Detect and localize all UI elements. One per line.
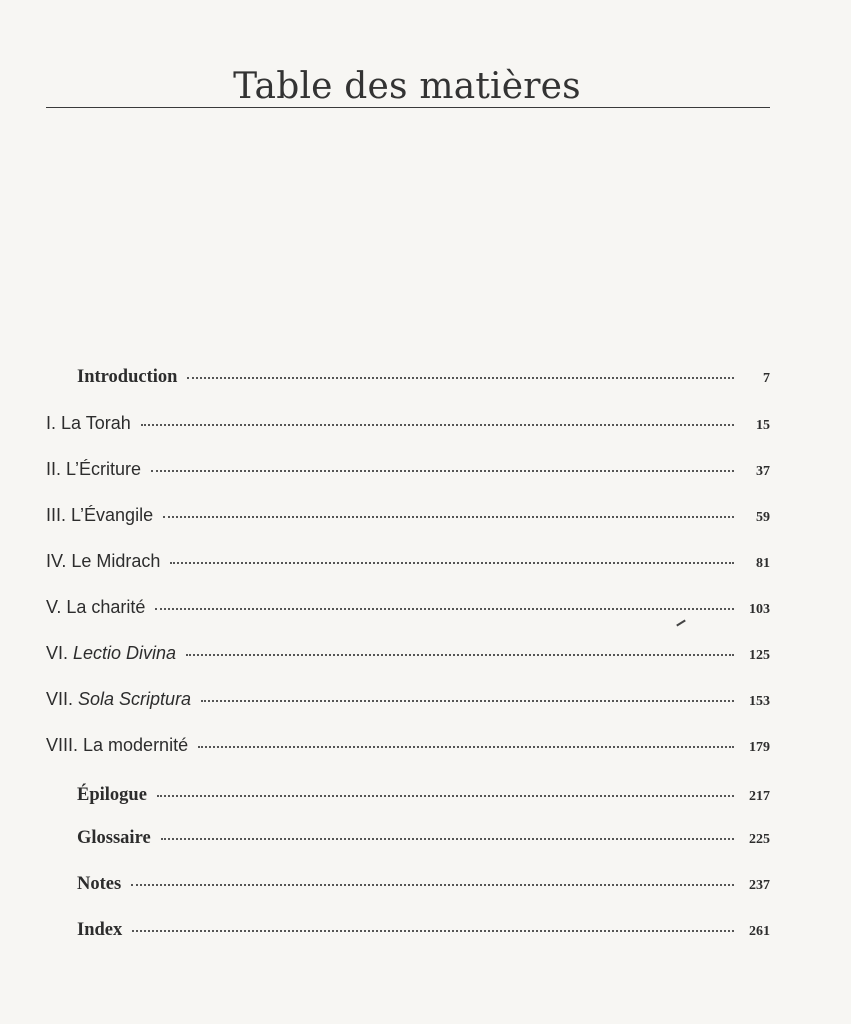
toc-page-number: 225 [749,832,770,847]
toc-entry-index[interactable] [77,920,770,950]
dot-leader [170,562,734,564]
toc-entry-introduction[interactable] [77,367,770,397]
dot-leader [186,654,734,656]
chapter-title: L’Évangile [71,505,154,525]
chapter-title: La modernité [83,735,189,755]
toc-entry-chapter-8[interactable] [46,735,770,765]
dot-leader [141,424,734,426]
toc-entry-label: Glossaire [77,828,151,848]
chapter-number: IV. [46,551,72,571]
toc-page-number: 103 [749,602,770,617]
toc-entry-label [46,551,160,572]
toc-entry-label: Introduction [77,367,178,387]
chapter-title: La charité [66,597,146,617]
chapter-title: Le Midrach [71,551,161,571]
toc-entry-chapter-4[interactable] [46,551,770,581]
toc-entry-glossaire[interactable] [77,828,770,858]
chapter-number: VI. [46,643,74,663]
dot-leader [132,930,734,932]
chapter-number: I. [46,413,62,433]
dot-leader [161,838,734,840]
toc-page-number: 37 [756,464,770,479]
toc-entry-label [46,597,145,618]
toc-entry-label: Notes [77,874,122,894]
toc-page-number: 81 [756,556,770,571]
dot-leader [155,608,734,610]
toc-entry-label [46,413,131,434]
toc-entry-label [46,505,153,526]
toc-entry-chapter-7[interactable] [46,689,770,719]
page-title: Table des matières [233,66,581,108]
toc-page-number: 7 [763,371,770,386]
chapter-number: VII. [46,689,79,709]
toc-entry-label [46,735,188,756]
toc-entry-chapter-6[interactable] [46,643,770,673]
toc-entry-chapter-1[interactable] [46,413,770,443]
toc-page-number: 179 [749,740,770,755]
chapter-title: Sola Scriptura [78,689,192,709]
dot-leader [157,795,734,797]
chapter-number: III. [46,505,72,525]
toc-entry-label [46,459,141,480]
chapter-title: L’Écriture [66,459,142,479]
chapter-number: V. [46,597,67,617]
dot-leader [151,470,734,472]
toc-entry-label [46,689,191,710]
toc-page-number: 15 [756,418,770,433]
chapter-title: La Torah [61,413,131,433]
chapter-number: II. [46,459,67,479]
chapter-number: VIII. [46,735,84,755]
toc-page-number: 153 [749,694,770,709]
chapter-title: Lectio Divina [73,643,177,663]
dot-leader [131,884,734,886]
toc-entry-label [46,643,176,664]
toc-entry-label: Index [77,920,123,940]
toc-page-number: 125 [749,648,770,663]
toc-page-number: 217 [749,789,770,804]
dot-leader [198,746,734,748]
toc-entry-epilogue[interactable] [77,785,770,815]
toc-page-number: 59 [756,510,770,525]
toc-entry-chapter-3[interactable] [46,505,770,535]
toc-page-number: 237 [749,878,770,893]
toc-entry-label: Épilogue [77,785,147,805]
toc-entry-notes[interactable] [77,874,770,904]
toc-entry-chapter-2[interactable] [46,459,770,489]
dot-leader [201,700,734,702]
toc-page-number: 261 [749,924,770,939]
dot-leader [163,516,734,518]
dot-leader [187,377,734,379]
toc-entry-chapter-5[interactable] [46,597,770,627]
